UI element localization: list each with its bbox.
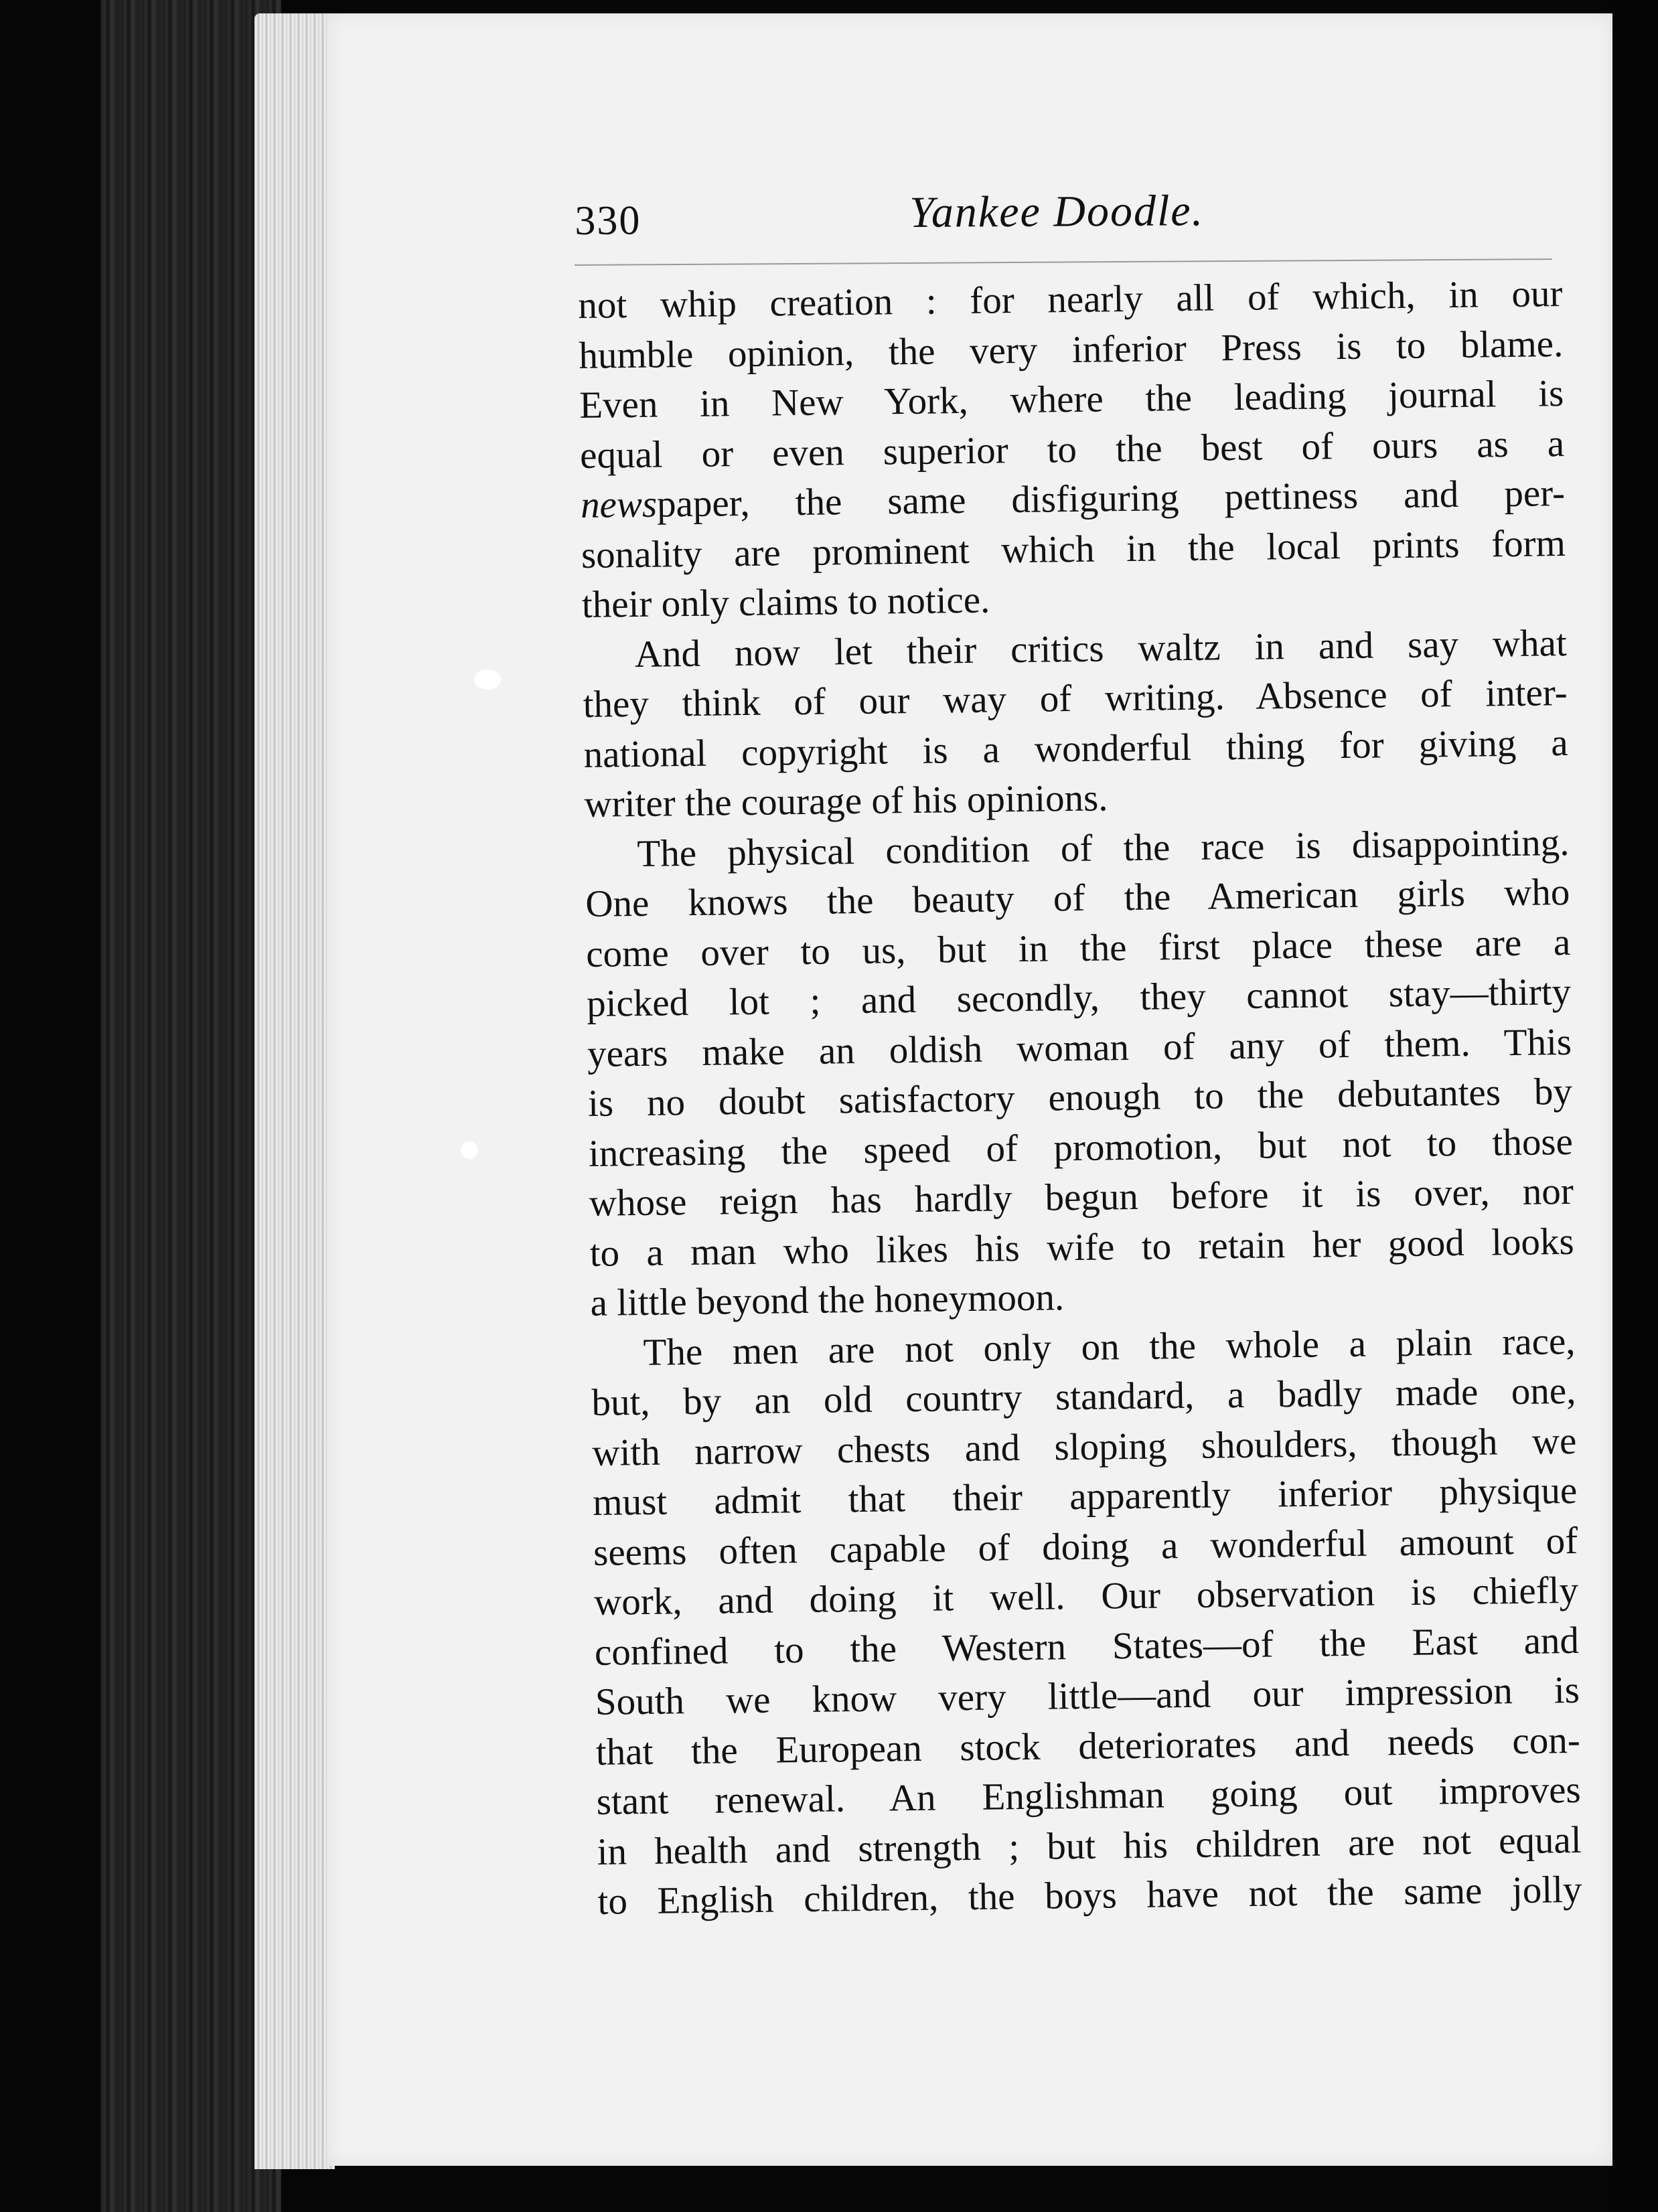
italic-news: news	[580, 483, 658, 526]
text-line: sonality are prominent which in the local prints form	[581, 522, 1566, 576]
text-line: but, by an old country standard, a badly made one,	[591, 1369, 1576, 1424]
page-header	[575, 178, 1546, 258]
scan-speck	[461, 1141, 478, 1159]
text-line: in health and strength ; but his children are not equal	[597, 1818, 1582, 1873]
text-line: One knows the beauty of the American girls who	[585, 870, 1570, 925]
text-line: increasing the speed of promotion, but not to those	[588, 1120, 1574, 1175]
scan-speck	[474, 669, 501, 690]
scan-right-edge	[1612, 0, 1658, 2212]
text-line: seems often capable of doing a wonderful amount of	[593, 1519, 1578, 1574]
text-line: to English children, the boys have not the same jolly	[597, 1868, 1582, 1923]
text-line: South we know very little—and our impression is	[595, 1668, 1580, 1723]
text-line: writer the courage of his opinions.	[584, 777, 1108, 825]
text-line: with narrow chests and sloping shoulders, though we	[591, 1419, 1577, 1474]
text-line: whose reign has hardly begun before it is over, nor	[589, 1170, 1574, 1224]
text-line: their only claims to notice.	[581, 578, 990, 626]
text-line: not whip creation : for nearly all of which, in our	[578, 272, 1563, 327]
text-line: must admit that their apparently inferior physique	[592, 1469, 1578, 1524]
paragraph-start: The physical condition of the race is disappointing.	[637, 821, 1570, 875]
body-text	[578, 269, 1582, 1927]
paragraph-start: The men are not only on the whole a plain race,	[643, 1320, 1576, 1374]
text-line: that the European stock deteriorates and needs con-	[595, 1719, 1581, 1773]
paragraph-start: And now let their critics waltz in and say what	[634, 621, 1568, 676]
text-line: work, and doing it well. Our observation is chiefly	[593, 1569, 1579, 1624]
text-line: they think of our way of writing. Absence of inter-	[583, 671, 1568, 726]
page-number: 330	[575, 198, 642, 244]
text-line: stant renewal. An Englishman going out improves	[596, 1768, 1582, 1823]
text-line: humble opinion, the very inferior Press is to blame.	[578, 322, 1564, 377]
text-line: come over to us, but in the first place these are a	[585, 921, 1571, 975]
text-line: is no doubt satisfactory enough to the debutantes by	[587, 1070, 1573, 1125]
text-line: national copyright is a wonderful thing for giving a	[583, 721, 1568, 776]
text-line: picked lot ; and secondly, they cannot stay—thirty	[586, 970, 1572, 1025]
text-line: to a man who likes his wife to retain her good looks	[589, 1220, 1575, 1275]
page-edges	[254, 13, 335, 2169]
newspaper-rest: paper, the same disfiguring pettiness and per-	[656, 472, 1566, 526]
text-line: years make an oldish woman of any of them. This	[587, 1020, 1572, 1075]
header-rule	[575, 258, 1552, 266]
text-line: a little beyond the honeymoon.	[590, 1276, 1065, 1324]
text-line: confined to the Western States—of the East and	[594, 1619, 1580, 1674]
text-line: equal or even superior to the best of ours as a	[579, 422, 1565, 477]
book-page	[327, 13, 1612, 2166]
text-line: Even in New York, where the leading journal is	[579, 372, 1564, 426]
running-title: Yankee Doodle.	[909, 186, 1205, 237]
